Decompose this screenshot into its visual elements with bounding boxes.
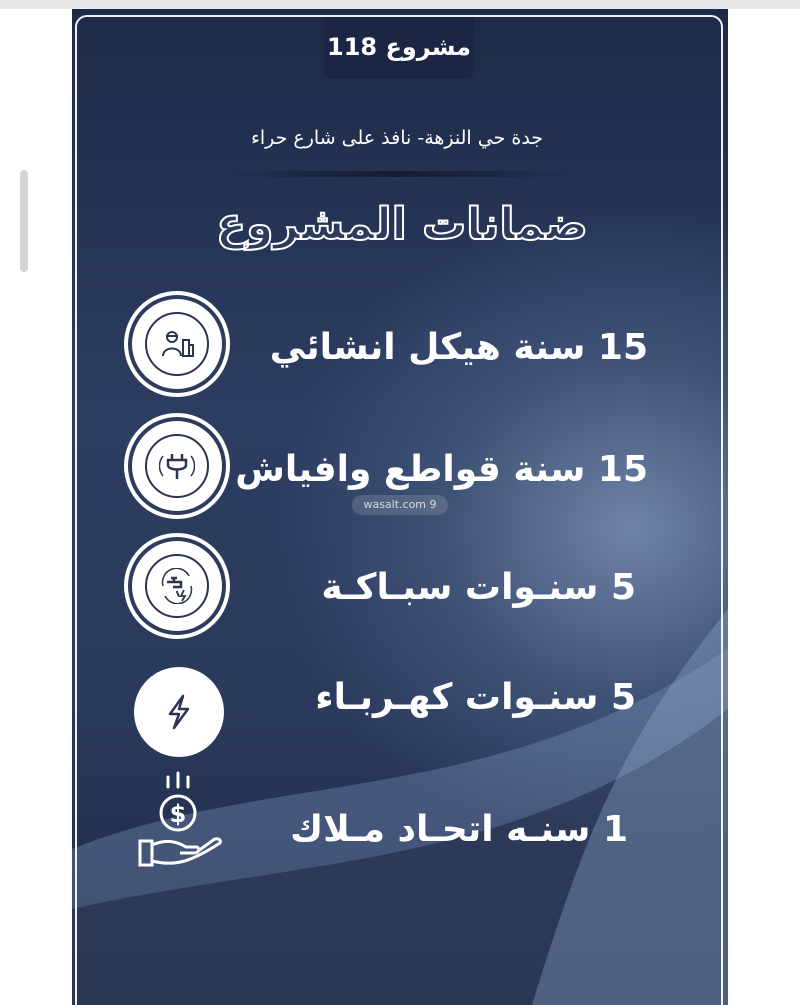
project-title: مشروع 118 [324, 17, 474, 79]
location-underline [222, 171, 572, 177]
hand-dollar-icon [136, 771, 226, 871]
guarantee-4-icon-wrap [134, 667, 224, 757]
guarantee-4-text: 5 سنـوات كهـربـاء [315, 677, 636, 718]
watermark: wasalt.com 9 [352, 495, 448, 515]
faucet-icon [159, 568, 195, 604]
guarantee-3-icon-wrap [132, 541, 222, 631]
location-text: جدة حي النزهة- نافذ على شارع حراء [250, 127, 544, 149]
svg-text:$: $ [169, 800, 187, 828]
guarantee-3-text: 5 سنـوات سبـاكـة [321, 567, 636, 608]
guarantee-5-text: 1 سنـه اتحـاد مـلاك [290, 809, 628, 850]
guarantee-1-text: 15 سنة هيكل انشائي [269, 327, 648, 368]
guarantee-2-text: 15 سنة قواطع وافياش [235, 449, 648, 490]
project-poster-image [72, 9, 728, 1005]
guarantee-1-icon-wrap [132, 299, 222, 389]
section-title: ضمانات المشروع [216, 199, 588, 250]
guarantee-2-icon-wrap [132, 421, 222, 511]
plug-icon [159, 448, 195, 484]
top-edge [0, 0, 800, 9]
lightning-icon [157, 690, 201, 734]
construction-worker-icon [159, 326, 195, 362]
scrollbar-handle[interactable] [20, 170, 28, 272]
